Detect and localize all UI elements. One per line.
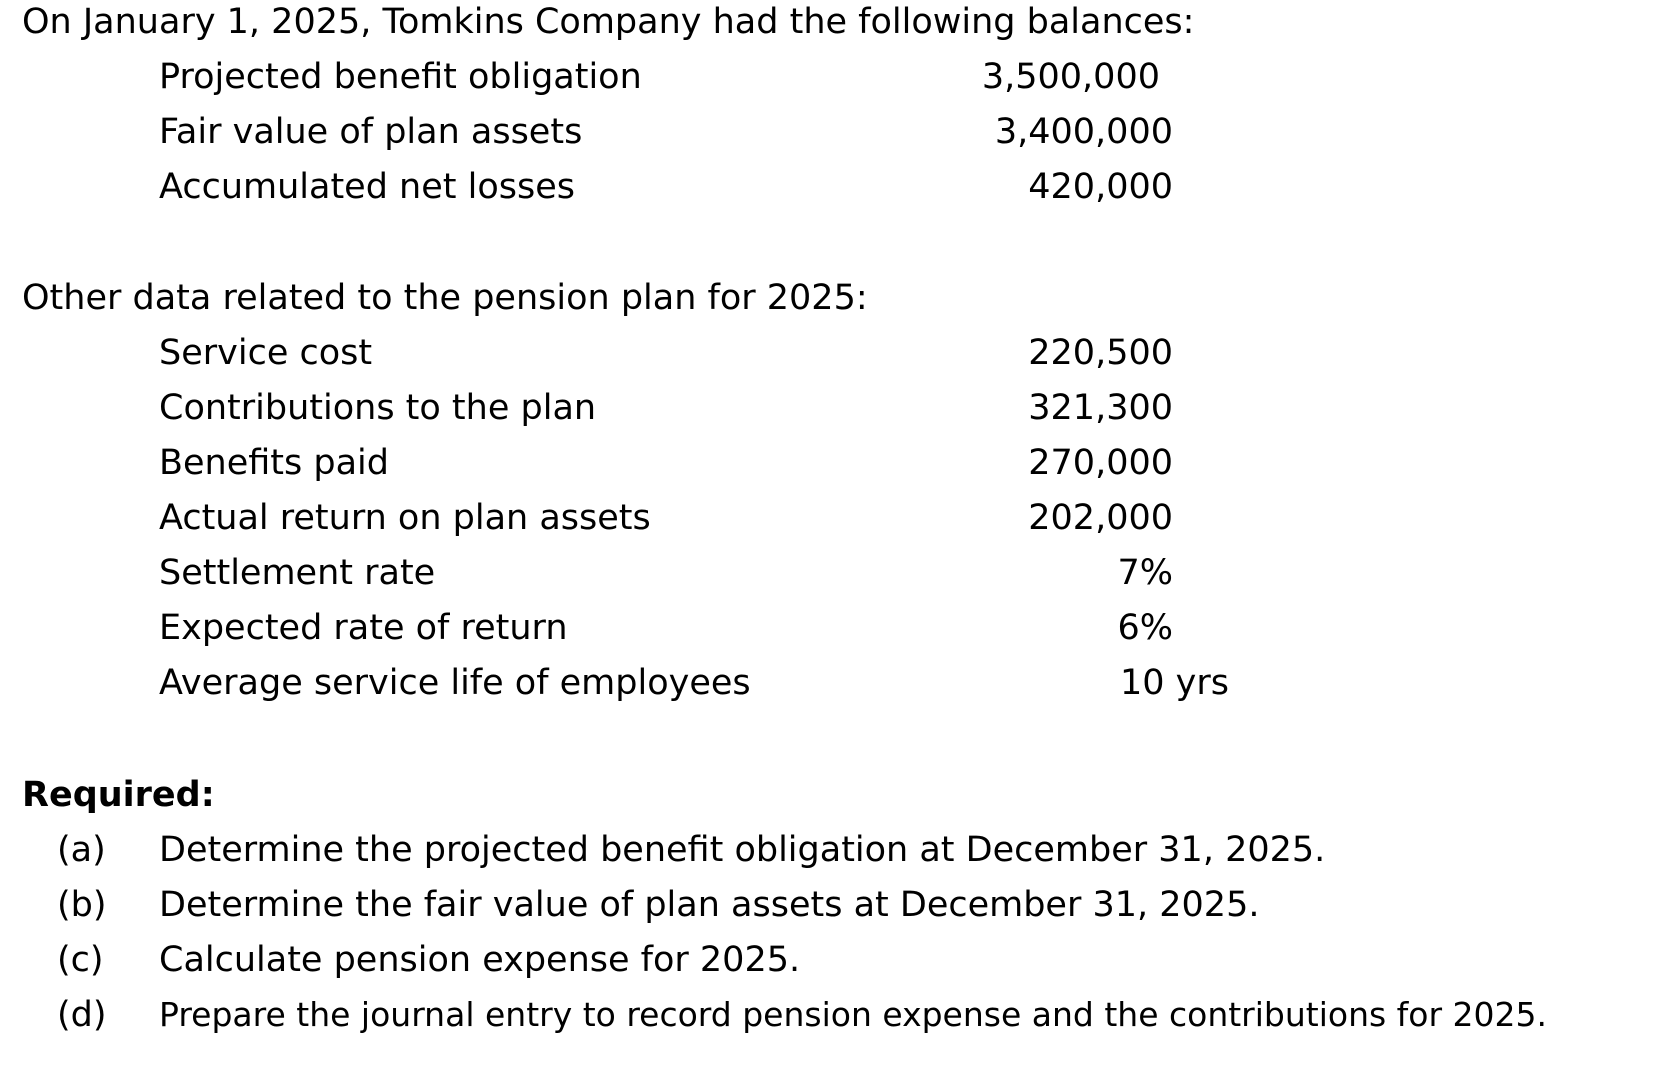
required-heading: Required: <box>22 775 215 815</box>
other-value-settlement-rate: 7% <box>1117 553 1173 593</box>
other-label-contributions: Contributions to the plan <box>159 388 597 428</box>
balance-label-pbo: Projected benefit obligation <box>159 57 642 97</box>
required-item-letter-d: (d) <box>57 995 107 1035</box>
other-data-intro: Other data related to the pension plan for 2025: <box>22 278 868 318</box>
intro-text: On January 1, 2025, Tomkins Company had the following balances: <box>22 2 1195 42</box>
other-label-settlement-rate: Settlement rate <box>159 553 436 593</box>
required-item-text-b: Determine the fair value of plan assets at December 31, 2025. <box>159 885 1260 925</box>
required-item-text-c: Calculate pension expense for 2025. <box>159 940 801 980</box>
balance-value-pbo: 3,500,000 <box>981 57 1160 97</box>
balance-value-net-losses: 420,000 <box>1028 167 1173 207</box>
required-item-text-a: Determine the projected benefit obligation at December 31, 2025. <box>159 830 1326 870</box>
required-item-letter-b: (b) <box>57 885 107 925</box>
other-label-actual-return: Actual return on plan assets <box>159 498 651 538</box>
other-label-expected-return: Expected rate of return <box>159 608 568 648</box>
other-label-service-cost: Service cost <box>159 333 373 373</box>
other-label-service-life: Average service life of employees <box>159 663 751 703</box>
balance-label-net-losses: Accumulated net losses <box>159 167 575 207</box>
other-label-benefits-paid: Benefits paid <box>159 443 389 483</box>
other-value-service-cost: 220,500 <box>1028 333 1173 373</box>
other-value-service-life: 10 yrs <box>1120 663 1229 703</box>
required-item-letter-c: (c) <box>57 940 104 980</box>
balance-label-plan-assets: Fair value of plan assets <box>159 112 583 152</box>
required-item-letter-a: (a) <box>57 830 106 870</box>
other-value-benefits-paid: 270,000 <box>1028 443 1173 483</box>
required-item-text-d: Prepare the journal entry to record pension expense and the contributions for 2025. <box>159 995 1547 1034</box>
other-value-expected-return: 6% <box>1117 608 1173 648</box>
other-value-actual-return: 202,000 <box>1028 498 1173 538</box>
other-value-contributions: 321,300 <box>1028 388 1173 428</box>
balance-value-plan-assets: 3,400,000 <box>994 112 1173 152</box>
